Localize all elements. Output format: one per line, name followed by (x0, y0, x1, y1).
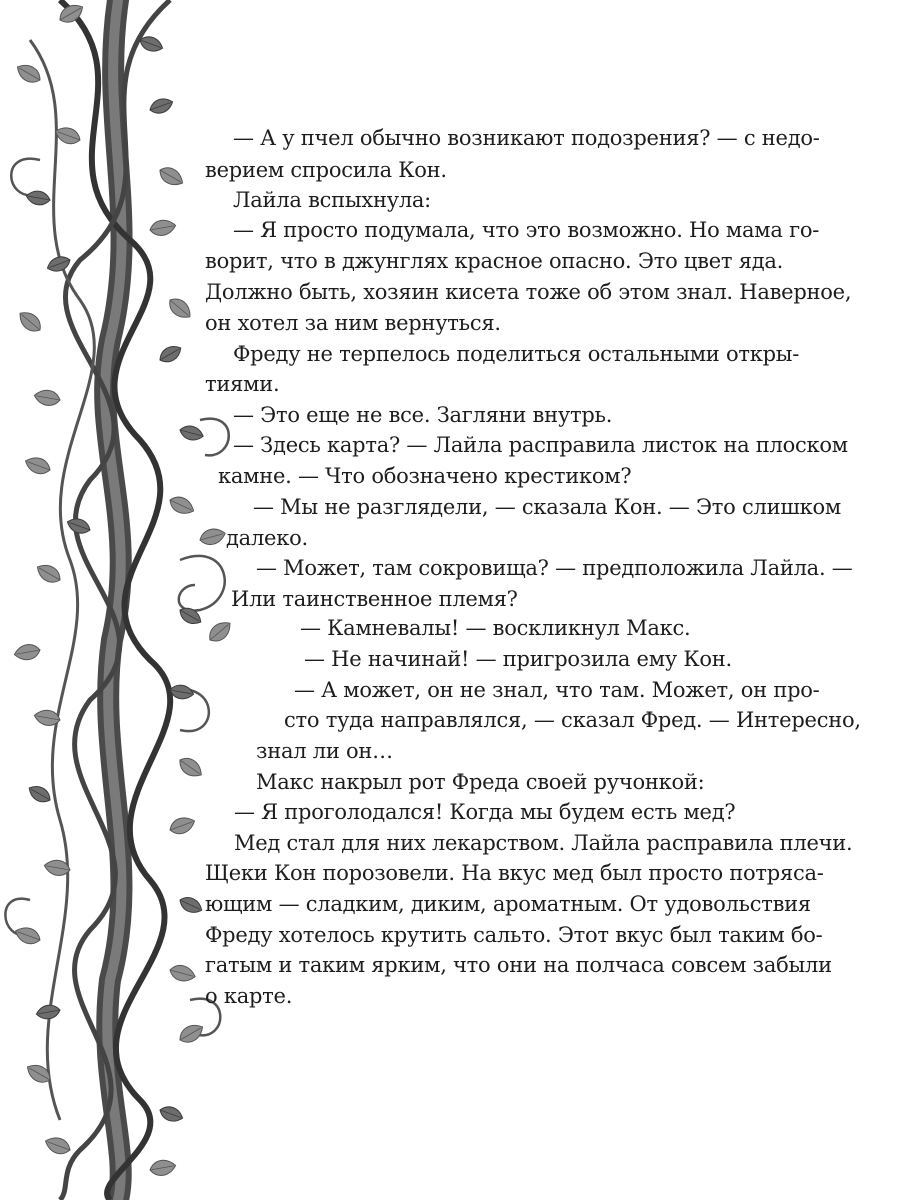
text-line: — Не начинай! — пригрозила ему Кон. (304, 647, 732, 671)
text-line: тиями. (205, 372, 280, 396)
text-line: Мед стал для них лекарством. Лайла расправила плечи. (234, 831, 853, 855)
text-line: — А может, он не знал, что там. Может, он про- (294, 678, 820, 702)
text-line: ющим — сладким, диким, ароматным. От удовольствия (205, 892, 811, 916)
text-line: Или таинственное племя? (231, 587, 518, 611)
text-line: — Камневалы! — воскликнул Макс. (300, 616, 691, 640)
text-line: он хотел за ним вернуться. (205, 311, 501, 335)
text-line: — Я просто подумала, что это возможно. Но мама го- (233, 218, 820, 242)
text-line: знал ли он… (256, 739, 393, 763)
text-line: Лайла вспыхнула: (233, 188, 432, 212)
text-line: о карте. (205, 984, 293, 1008)
text-line: Щеки Кон порозовели. На вкус мед был просто потряса- (205, 861, 824, 885)
text-line: Фреду хотелось крутить сальто. Этот вкус был таким бо- (205, 923, 823, 947)
text-line: Макс накрыл рот Фреда своей ручонкой: (256, 770, 705, 794)
text-line: камне. — Что обозначено крестиком? (218, 464, 632, 488)
text-line: гатым и таким ярким, что они на полчаса совсем забыли (205, 953, 832, 977)
text-line: сто туда направлялся, — сказал Фред. — Интересно, (284, 708, 861, 732)
text-line: ворит, что в джунглях красное опасно. Это цвет яда. (205, 249, 784, 273)
text-line: — Я проголодался! Когда мы будем есть мед? (234, 800, 736, 824)
text-line: — Мы не разглядели, — сказала Кон. — Это слишком (253, 495, 841, 519)
text-line: верием спросила Кон. (205, 158, 447, 182)
text-line: — Это еще не все. Загляни внутрь. (233, 403, 613, 427)
text-line: — А у пчел обычно возникают подозрения? — с недо- (233, 126, 820, 150)
text-line: Фреду не терпелось поделиться остальными откры- (233, 342, 800, 366)
text-line: — Здесь карта? — Лайла расправила листок на плоском (233, 433, 848, 457)
text-line: далеко. (226, 526, 308, 550)
text-line: — Может, там сокровища? — предположила Лайла. — (256, 556, 853, 580)
text-line: Должно быть, хозяин кисета тоже об этом знал. Наверное, (205, 280, 852, 304)
